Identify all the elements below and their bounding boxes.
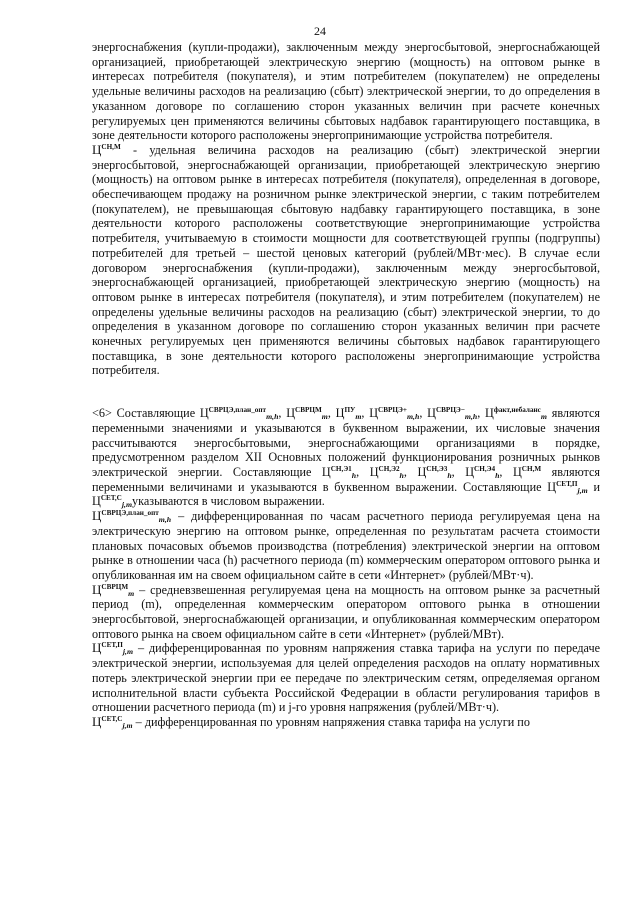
symbol-svrcm: $Ц^{СВРЦМ}_m$ xyxy=(286,406,328,422)
footnote-6: <6> Составляющие $Ц^{СВРЦЭ,план\_опт}_{m,h}$, $Ц^{СВРЦМ}_m$, $Ц^{ПУ}_m$, $Ц^{СВРЦЭ+}_{m,h}$, $Ц^{СВРЦЭ-}_{m,h}$, $Ц^{факт,небаланс}_m$ являются переменными значениями и указываются в буквенном выражении, их числовые значения рассчитываются энергосбытовыми, энергоснабжающими организациями в порядке, предусмотренном разделом XII Основных положений функционирования розничных рынков электрической энергии. Составляющие $Ц^{СН,Э1}_h$, $Ц^{СН,Э2}_h$, $Ц^{СН,Э3}_h$, $Ц^{СН,Э4}_h$, $Ц^{СН,М}$ являются переменными величинами и указываются в буквенном выражении. Составляющие $Ц^{СЕТ,П}_{j,m}$ и $Ц^{СЕТ,С}_{j,m}указываются$ в числовом выражении. xyxy=(92,406,601,510)
paragraph-text: – дифференцированная по уровням напряжения ставка тарифа на услуги по передаче электрической энергии, используемая для целей определения расходов на оплату нормативных потерь электрической энергии при ее передаче по электрическим сетям, определяемая органом исполнительной власти субъекта Российской Федерации в области регулирования тарифов в отношении расчетного периода (m) и j-го уровня напряжения (рублей/МВт·ч). xyxy=(92,641,600,715)
symbol-set-c: $Ц^{СЕТ,С}_{j,m}$ xyxy=(92,494,133,510)
symbol-svrcz-plan: $Ц^{СВРЦЭ,план\_опт}_{m,h}$ xyxy=(199,406,279,422)
symbol-cn-e3: $Ц^{СН,Э3}_h$ xyxy=(417,464,452,480)
footnote-lead: <6> Составляющие xyxy=(92,406,200,421)
symbol-set-c-lead: $Ц^{СЕТ,С}_{j,m}$ xyxy=(92,713,133,730)
symbol-cn-e2: $Ц^{СН,Э2}_h$ xyxy=(369,464,404,480)
symbol-svrcm-lead: $Ц^{СВРЦМ}_m$ xyxy=(92,581,135,598)
symbol-cn-m: $Ц^{СН,М}$ xyxy=(92,141,121,157)
symbol-svrcz-minus: $Ц^{СВРЦЭ-}_{m,h}$ xyxy=(427,406,478,422)
paragraph-cn-m-definition xyxy=(92,143,600,378)
document-body xyxy=(92,40,600,730)
symbol-cn-e4: $Ц^{СН,Э4}_h$ xyxy=(465,464,500,480)
definition-svrcz-plan xyxy=(92,509,600,583)
definition-set-c xyxy=(92,715,600,730)
symbol-cn-m-2: $Ц^{СН,М}$ xyxy=(512,464,542,479)
symbol-set-p: $Ц^{СЕТ,П}_{j,m}$ xyxy=(547,479,588,495)
paragraph-text: – средневзвешенная регулируемая цена на мощность на оптовом рынке за расчетный период (m), определенная коммерческим оператором оптового рынка в отношении энергосбытовой, энергоснабжающей организации, и опубликованная коммерческим оператором оптового рынка на своем официальном сайте в сети «Интернет» (рублей/МВт). xyxy=(92,582,600,641)
symbol-pu: $Ц^{ПУ}_m$ xyxy=(335,406,362,422)
paragraph-text: указываются в числовом выражении. xyxy=(132,494,325,509)
paragraph-text: являются переменными величинами и указываются в буквенном выражении. Составляющие xyxy=(92,464,601,494)
paragraph-text: – дифференцированная по часам расчетного периода регулируемая цена на электрическую энергию на оптовом рынке, определенная по результатам расчета стоимости плановых почасовых объемов производства (потребления) электрической энергии на оптовом рынке в отношении часа (h) расчетного периода (m) коммерческим оператором оптового рынка и опубликованная им на своем официальном сайте в сети «Интернет» (рублей/МВт·ч). xyxy=(92,509,600,582)
paragraph-text: энергоснабжения (купли-продажи), заключенным между энергосбытовой, энергоснабжающей организацией, приобретающей электрическую энергию (мощность) на оптовом рынке в интересах потребителя (покупателя), и этим потребителем (покупателем) не определены удельные величины расходов на реализацию (сбыт) электрической энергии, то до определения в указанном договоре по соглашению сторон указанных величин при расчете конечных регулируемых цен применяются величины сбытовых надбавок гарантирующего поставщика, в зоне деятельности которого расположены энергопринимающие устройства потребителя. xyxy=(92,40,600,143)
paragraph-text: - удельная величина расходов на реализацию (сбыт) электрической энергии энергосбытовой, энергоснабжающей организации, приобретающей электрическую энергию (мощность) на оптовом рынке в интересах потребителя (покупателя), определенная в договоре, обеспечивающем продажу на розничном рынке электрической энергии, с таким потребителем (покупателем), не превышающая сбытовую надбавку гарантирующего поставщика, в зоне деятельности которого расположены соответствующие энергопринимающие устройства потребителя, учитываемую в стоимости мощности для соответствующей группы (подгруппы) потребителей для третьей – шестой ценовых категорий (рублей/МВт·мес). В случае если договором энергоснабжения (купли-продажи), заключенным между энергосбытовой, энергоснабжающей организацией, приобретающей электрическую энергию (мощность) на оптовом рынке в интересах потребителя (покупателя), и этим потребителем (покупателем) не определены удельные величины расходов на реализацию (сбыт) электрической энергии, то до определения в указанном договоре по соглашению сторон указанных величин при расчете конечных регулируемых цен применяются величины сбытовых надбавок гарантирующего поставщика, в зоне деятельности которого расположены энергопринимающие устройства потребителя. xyxy=(92,142,600,378)
symbol-cn-e1: $Ц^{СН,Э1}_h$ xyxy=(321,464,357,480)
paragraph-continuation xyxy=(92,40,600,143)
paragraph-gap xyxy=(92,378,600,406)
paragraph-text: – дифференцированная по уровням напряжения ставка тарифа на услуги по xyxy=(132,714,530,729)
symbol-svrcz-plan-lead: $Ц^{СВРЦЭ,план\_опт}_{m,h}$ xyxy=(92,508,172,525)
definition-set-p xyxy=(92,641,600,715)
page-number: 24 xyxy=(314,24,326,38)
symbol-svrcz-plus: $Ц^{СВРЦЭ+}_{m,h}$ xyxy=(369,406,420,422)
symbol-fakt-nebalans: $Ц^{факт,небаланс}_m$ xyxy=(485,406,547,422)
definition-svrcm xyxy=(92,583,600,642)
symbol-set-p-lead: $Ц^{СЕТ,П}_{j,m}$ xyxy=(92,640,134,657)
paragraph-text: являются переменными значениями и указываются в буквенном выражении, их числовые значения рассчитываются энергосбытовыми, энергоснабжающими организациями в порядке, предусмотренном разделом XII Основных положений функционирования розничных рынков электрической энергии. Составляющие xyxy=(92,406,601,479)
